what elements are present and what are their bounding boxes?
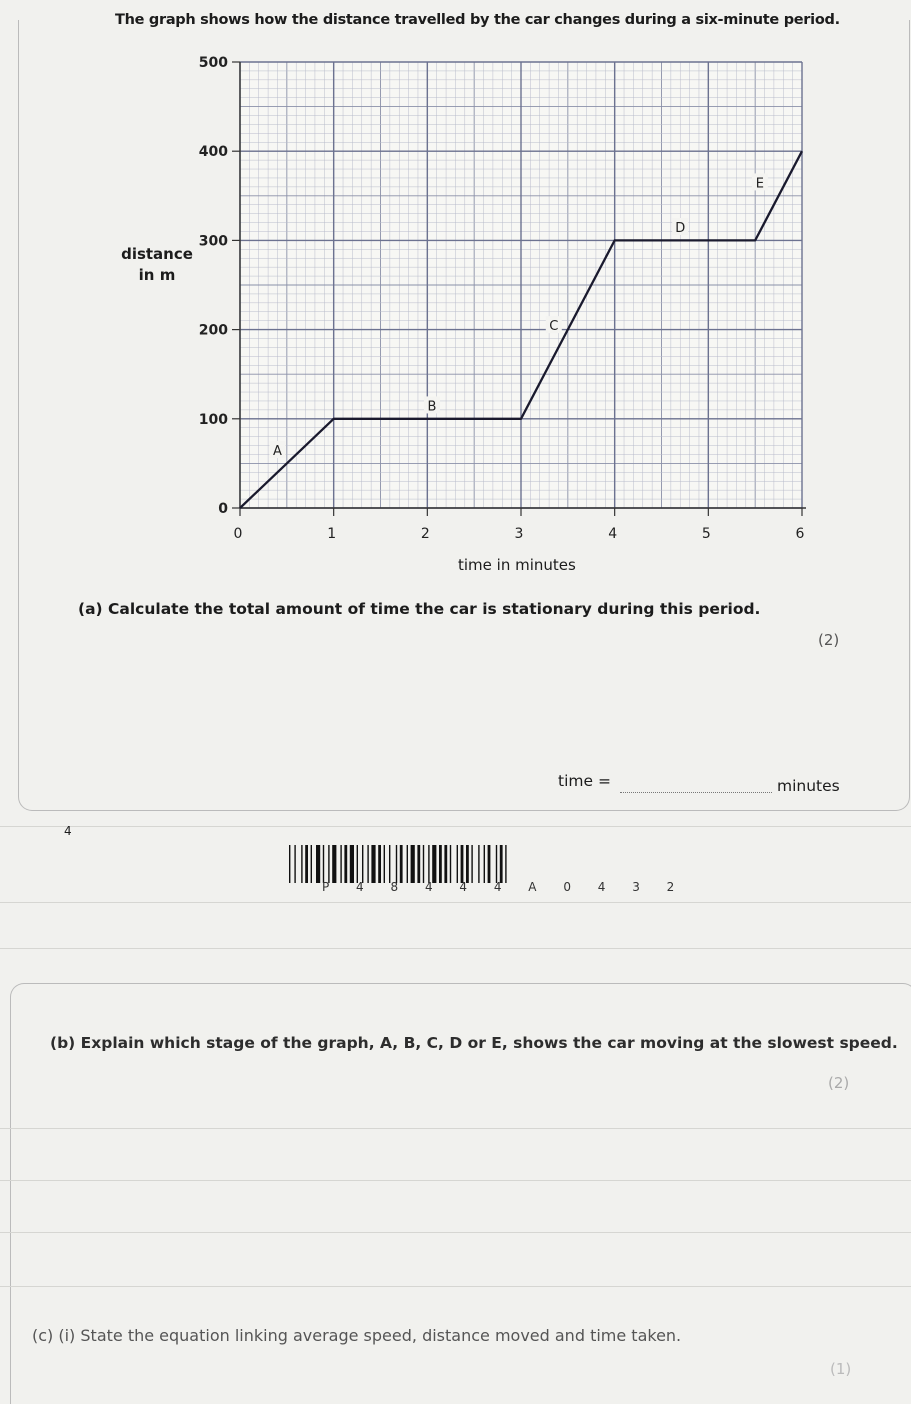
- barcode-bar: [423, 845, 424, 883]
- page-number: 4: [64, 824, 72, 838]
- barcode-bar: [384, 845, 385, 883]
- barcode-bar: [439, 845, 442, 883]
- barcode-bar: [305, 845, 308, 883]
- barcode-bar: [362, 845, 363, 883]
- barcode-bar: [389, 845, 390, 883]
- barcode-bar: [340, 845, 341, 883]
- stage-label-e: E: [756, 176, 764, 191]
- barcode-bar: [488, 845, 491, 883]
- divider: [0, 902, 911, 903]
- barcode-digits: P 4 8 4 4 4 A 0 4 3 2: [322, 880, 686, 894]
- answer-unit: minutes: [777, 777, 840, 795]
- answer-line[interactable]: [0, 1128, 911, 1129]
- stage-label-b: B: [428, 399, 437, 414]
- y-tick-label: 100: [199, 412, 228, 428]
- y-tick-label: 300: [199, 233, 228, 249]
- question-a-text: (a) Calculate the total amount of time the car is stationary during this period.: [78, 600, 760, 618]
- barcode-bar: [407, 845, 408, 883]
- barcode-bar: [500, 845, 503, 883]
- barcode-bar: [289, 845, 290, 883]
- barcode-bar: [367, 845, 368, 883]
- stage-label-d: D: [675, 221, 685, 236]
- question-c-text: (c) (i) State the equation linking average speed, distance moved and time taken.: [32, 1326, 681, 1345]
- barcode-bar: [328, 845, 329, 883]
- barcode-image: [287, 845, 667, 883]
- y-tick-label: 200: [199, 323, 228, 339]
- barcode-bar: [484, 845, 485, 883]
- barcode-bar: [478, 845, 479, 883]
- divider: [0, 948, 911, 949]
- question-a-marks: (2): [818, 631, 839, 649]
- barcode-bar: [311, 845, 312, 883]
- y-tick-label: 0: [218, 501, 228, 517]
- x-tick-label: 6: [796, 526, 805, 542]
- barcode-bar: [378, 845, 381, 883]
- barcode-bar: [357, 845, 358, 883]
- x-axis-label: time in minutes: [458, 556, 576, 574]
- question-b-text: (b) Explain which stage of the graph, A, B, C, D or E, shows the car moving at the slowest speed.: [50, 1034, 898, 1052]
- question-b-marks: (2): [828, 1074, 849, 1092]
- stage-label-a: A: [273, 444, 282, 459]
- x-tick-label: 0: [234, 526, 243, 542]
- barcode-bar: [396, 845, 397, 883]
- barcode-bar: [371, 845, 375, 883]
- y-axis-label: distance in m: [112, 244, 202, 286]
- barcode-bar: [457, 845, 458, 883]
- answer-line[interactable]: [0, 1232, 911, 1233]
- question-c-marks: (1): [830, 1360, 851, 1378]
- y-tick-label: 400: [199, 144, 228, 160]
- barcode-bar: [471, 845, 472, 883]
- barcode-bar: [428, 845, 429, 883]
- answer-input-line[interactable]: [620, 792, 772, 793]
- graph-intro-text: The graph shows how the distance travelled by the car changes during a six-minute period.: [115, 12, 840, 28]
- barcode-bar: [323, 845, 324, 883]
- barcode-bar: [301, 845, 302, 883]
- barcode-bar: [332, 845, 336, 883]
- answer-line[interactable]: [0, 1180, 911, 1181]
- answer-label: time =: [558, 772, 611, 790]
- y-tick-label: 500: [199, 55, 228, 71]
- barcode-bar: [496, 845, 497, 883]
- barcode-bar: [294, 845, 295, 883]
- barcode-bar: [350, 845, 354, 883]
- barcode-bar: [461, 845, 464, 883]
- barcode-bar: [411, 845, 415, 883]
- divider: [0, 826, 911, 827]
- answer-line[interactable]: [0, 1286, 911, 1287]
- x-tick-label: 3: [515, 526, 524, 542]
- barcode-bar: [417, 845, 420, 883]
- barcode-bar: [316, 845, 320, 883]
- x-tick-label: 2: [421, 526, 430, 542]
- barcode-bar: [466, 845, 469, 883]
- x-tick-label: 5: [702, 526, 711, 542]
- barcode-bar: [505, 845, 506, 883]
- barcode-bar: [432, 845, 436, 883]
- distance-time-graph: [0, 0, 911, 600]
- x-tick-label: 1: [327, 526, 336, 542]
- barcode-bar: [444, 845, 447, 883]
- x-tick-label: 4: [608, 526, 617, 542]
- barcode-bar: [450, 845, 451, 883]
- stage-label-c: C: [549, 319, 558, 334]
- barcode-bar: [344, 845, 347, 883]
- barcode-bar: [400, 845, 403, 883]
